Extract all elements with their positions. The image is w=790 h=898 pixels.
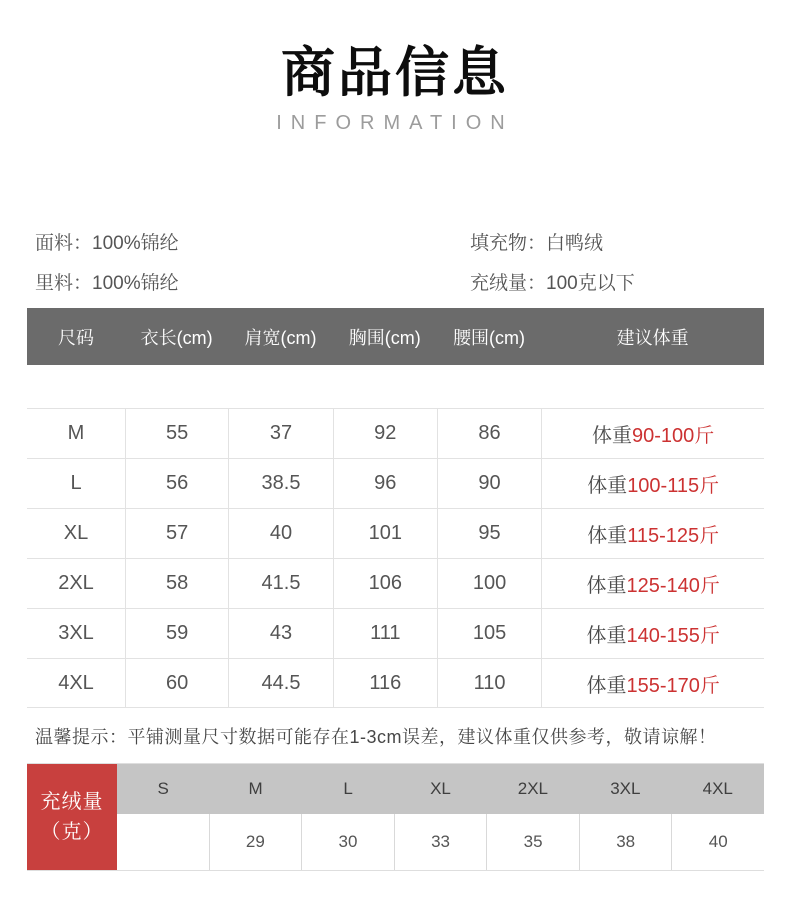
page-title: 商品信息 [281,43,509,103]
weight-range: 115-125斤 [627,525,720,547]
cell-waist: 100 [437,559,542,608]
fill-values-row [117,814,764,870]
cell-waist: 110 [437,659,542,707]
fill-value-m: 29 [209,814,302,870]
page-subtitle: INFORMATION [276,112,514,134]
cell-shoulder: 38.5 [228,459,333,508]
fill-size-m: M [248,779,263,798]
spec-filling: 填充物：白鸭绒 [470,233,604,254]
fill-label-line2: （克） [40,821,104,843]
cell-weight [541,509,764,558]
fill-amount-grid [117,764,764,870]
cell-chest: 111 [333,609,437,658]
fill-size-header-row [117,764,764,814]
spec-fabric: 面料：100%锦纶 [35,233,179,254]
cell-size: 2XL [58,572,94,594]
cell-size: 3XL [58,622,94,644]
weight-label: 体重 [586,575,627,597]
cell-length: 60 [125,659,228,707]
fill-size-xl: XL [430,779,451,798]
cell-weight [541,659,764,707]
weight-range: 90-100斤 [632,425,715,447]
cell-chest: 106 [333,559,437,608]
fill-value-4xl: 40 [671,814,764,870]
cell-shoulder: 43 [228,609,333,658]
weight-range: 100-115斤 [627,475,720,497]
cell-weight [541,409,764,458]
fill-label-line1: 充绒量 [40,791,104,813]
column-header-length: 衣长(cm) [140,327,213,348]
fill-size-l: L [343,779,353,798]
weight-label: 体重 [592,425,633,447]
size-table-header [27,308,764,365]
size-table-spacer-row [27,365,764,408]
cell-size: M [67,422,85,444]
table-row [27,458,764,508]
fill-value-3xl: 38 [579,814,672,870]
cell-length: 59 [125,609,228,658]
weight-label: 体重 [586,625,627,647]
table-row [27,558,764,608]
column-header-waist: 腰围(cm) [453,327,526,348]
weight-label: 体重 [587,475,628,497]
cell-size: 4XL [58,671,94,694]
measurement-notice: 温馨提示：平铺测量尺寸数据可能存在1-3cm误差，建议体重仅供参考，敬请谅解！ [35,726,717,747]
fill-value-2xl: 35 [486,814,579,870]
cell-waist: 90 [437,459,542,508]
cell-length: 56 [125,459,228,508]
spec-lining: 里料：100%锦纶 [35,273,179,294]
spec-column-right [470,224,763,304]
weight-range: 140-155斤 [626,625,720,647]
cell-waist: 95 [437,509,542,558]
cell-size: L [70,472,82,494]
weight-range: 125-140斤 [626,575,720,597]
weight-label: 体重 [586,674,627,697]
fill-size-s: S [157,779,169,798]
cell-chest: 116 [333,659,437,707]
column-header-weight: 建议体重 [616,327,689,348]
table-row [27,408,764,458]
fill-value-xl: 33 [394,814,487,870]
spec-section [27,224,763,304]
cell-shoulder: 41.5 [228,559,333,608]
spec-fill-amount: 充绒量：100克以下 [470,273,635,294]
cell-chest: 92 [333,409,437,458]
cell-chest: 96 [333,459,437,508]
fill-size-2xl: 2XL [517,779,549,798]
cell-weight [541,559,764,608]
table-row [27,658,764,708]
fill-value-l: 30 [301,814,394,870]
size-table [27,308,764,708]
cell-length: 57 [125,509,228,558]
title-block [0,0,790,138]
cell-waist: 86 [437,409,542,458]
cell-size: XL [63,522,89,544]
fill-size-4xl: 4XL [702,779,733,798]
fill-size-3xl: 3XL [610,779,641,798]
table-row [27,608,764,658]
column-header-size: 尺码 [58,327,94,348]
weight-label: 体重 [587,525,628,547]
column-header-shoulder: 肩宽(cm) [244,327,317,348]
cell-chest: 101 [333,509,437,558]
weight-range: 155-170斤 [626,674,720,697]
fill-amount-label [27,764,117,870]
cell-shoulder: 44.5 [228,659,333,707]
table-row [27,508,764,558]
fill-value-s [117,814,209,870]
column-header-chest: 胸围(cm) [348,327,421,348]
fill-amount-table [27,763,764,871]
cell-weight [541,459,764,508]
cell-weight [541,609,764,658]
spec-column-left [27,224,470,304]
cell-shoulder: 40 [228,509,333,558]
cell-waist: 105 [437,609,542,658]
cell-length: 55 [125,409,228,458]
cell-shoulder: 37 [228,409,333,458]
cell-length: 58 [125,559,228,608]
